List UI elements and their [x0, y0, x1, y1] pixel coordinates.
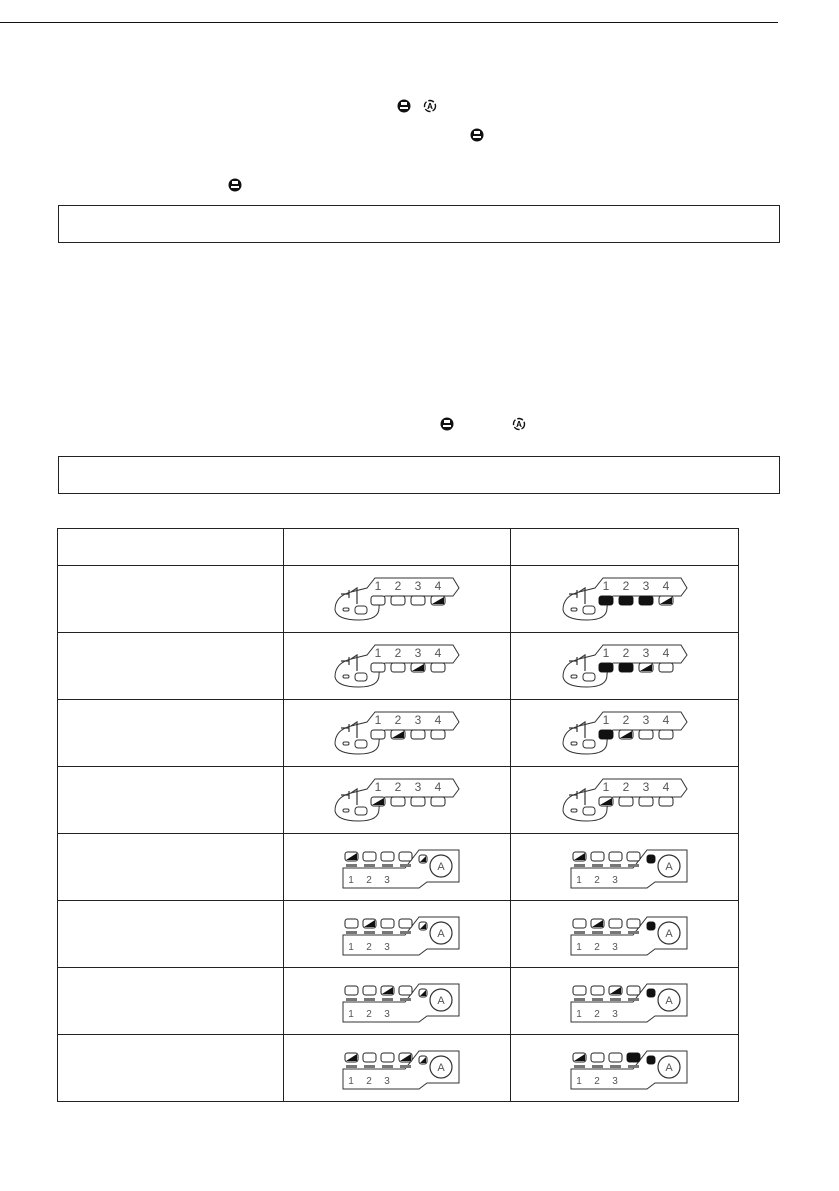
function-icon	[400, 864, 411, 867]
light-button-icon	[343, 809, 349, 812]
auto-mode-letter: A	[664, 861, 673, 873]
lamp-diagram-cell	[511, 700, 739, 767]
led-off	[381, 919, 394, 928]
function-icon	[382, 1065, 393, 1068]
function-icon	[382, 864, 393, 867]
drill-icon	[569, 588, 585, 604]
note-box	[58, 205, 780, 243]
table-row	[58, 700, 739, 767]
led-half	[419, 922, 427, 930]
mode-number-label: 3	[414, 646, 422, 660]
led-off	[363, 986, 376, 995]
lamp-diagram-cell	[284, 566, 511, 633]
led-off	[371, 730, 385, 739]
led-off	[391, 663, 405, 672]
table-header-row	[58, 529, 739, 566]
mode-number-label: 4	[662, 646, 669, 660]
function-icon	[574, 998, 585, 1001]
assist-mode-panel	[555, 909, 695, 959]
function-icon	[592, 998, 603, 1001]
led-half	[431, 596, 445, 605]
mode-number-label: 3	[611, 942, 618, 953]
led-half	[345, 852, 358, 861]
note-box	[58, 456, 780, 494]
function-icon	[364, 864, 375, 867]
led-half	[371, 797, 385, 806]
lamp-diagram-cell	[511, 834, 739, 901]
led-off	[411, 596, 425, 605]
function-icon	[346, 998, 357, 1001]
lamp-diagram-cell	[284, 834, 511, 901]
mode-number-label: 3	[642, 780, 649, 794]
mode-number-label: 4	[662, 713, 669, 727]
led-half	[573, 852, 586, 861]
mode-number-label: 1	[575, 875, 582, 886]
lamp-diagram-cell	[511, 767, 739, 834]
led-off	[391, 797, 405, 806]
led-off	[659, 730, 673, 739]
led-half	[391, 730, 405, 739]
led-on	[647, 989, 655, 997]
light-button-icon	[571, 809, 577, 812]
led-off	[371, 596, 385, 605]
impact-lamp-panel	[327, 708, 467, 758]
light-button-icon	[343, 608, 349, 611]
mode-number-label: 3	[384, 1076, 390, 1087]
mode-number-label: 4	[434, 646, 442, 660]
led-on	[647, 922, 655, 930]
impact-mode-icon	[228, 178, 242, 192]
function-icon	[400, 998, 411, 1001]
light-icon	[355, 606, 367, 614]
assist-mode-panel	[327, 1043, 467, 1093]
impact-mode-icon	[440, 417, 454, 431]
mode-number-label: 4	[662, 780, 669, 794]
lamp-diagram-cell	[284, 633, 511, 700]
led-off	[609, 919, 622, 928]
function-icon	[592, 1065, 603, 1068]
mode-number-label: 3	[611, 875, 618, 886]
row-label-cell	[58, 767, 284, 834]
mode-number-label: 3	[414, 713, 422, 727]
row-label-cell	[58, 834, 284, 901]
lamp-diagram-cell	[284, 968, 511, 1035]
row-label-cell	[58, 566, 284, 633]
mode-number-label: 1	[348, 942, 354, 953]
mode-number-label: 1	[602, 646, 609, 660]
mode-number-label: 3	[384, 942, 390, 953]
light-button-icon	[571, 675, 577, 678]
led-off	[591, 1053, 604, 1062]
mode-number-label: 2	[593, 942, 600, 953]
impact-lamp-panel	[327, 574, 467, 624]
led-off	[627, 919, 640, 928]
function-icon	[628, 998, 639, 1001]
mode-number-label: 2	[622, 780, 629, 794]
led-off	[411, 797, 425, 806]
light-button-icon	[571, 742, 577, 745]
mode-number-label: 1	[575, 942, 582, 953]
impact-mode-icon	[397, 99, 411, 113]
mode-number-label: 1	[602, 579, 609, 593]
mode-number-label: 3	[414, 579, 422, 593]
led-off	[609, 852, 622, 861]
lamp-diagram-cell	[511, 968, 739, 1035]
assist-mode-panel	[555, 1043, 695, 1093]
function-icon	[628, 931, 639, 934]
led-half	[363, 919, 376, 928]
mode-number-label: 3	[384, 1009, 390, 1020]
function-icon	[346, 931, 357, 934]
led-half	[399, 1053, 412, 1062]
led-half	[345, 1053, 358, 1062]
auto-mode-letter: A	[664, 995, 673, 1007]
led-off	[381, 852, 394, 861]
mode-number-label: 2	[622, 579, 629, 593]
led-off	[627, 852, 640, 861]
top-rule	[0, 22, 778, 23]
mode-number-label: 1	[374, 646, 382, 660]
led-half	[411, 663, 425, 672]
led-off	[609, 1053, 622, 1062]
light-button-icon	[571, 608, 577, 611]
function-icon	[364, 1065, 375, 1068]
assist-mode-panel	[327, 976, 467, 1026]
assist-mode-panel	[555, 976, 695, 1026]
row-label-cell	[58, 633, 284, 700]
svg-text:A: A	[427, 102, 433, 111]
led-off	[399, 852, 412, 861]
mode-number-label: 3	[642, 579, 649, 593]
table-header-cell	[511, 529, 739, 566]
drill-icon	[341, 789, 357, 805]
led-half	[381, 986, 394, 995]
mode-number-label: 3	[611, 1076, 618, 1087]
mode-number-label: 1	[348, 1076, 354, 1087]
led-half	[419, 989, 427, 997]
auto-mode-icon	[512, 417, 526, 431]
led-off	[381, 1053, 394, 1062]
function-icon	[610, 998, 621, 1001]
table-header-cell	[58, 529, 284, 566]
led-half	[619, 730, 633, 739]
drill-icon	[569, 722, 585, 738]
function-icon	[364, 998, 375, 1001]
table-header-cell	[284, 529, 511, 566]
led-off	[371, 663, 385, 672]
led-half	[591, 919, 604, 928]
impact-mode-icon	[470, 128, 484, 142]
light-icon	[355, 673, 367, 681]
led-half	[573, 1053, 586, 1062]
function-icon	[610, 1065, 621, 1068]
function-icon	[382, 931, 393, 934]
assist-mode-panel	[555, 842, 695, 892]
led-half	[599, 797, 613, 806]
led-half	[639, 663, 653, 672]
function-icon	[346, 864, 357, 867]
mode-number-label: 2	[366, 1009, 372, 1020]
table-row	[58, 834, 739, 901]
row-label-cell	[58, 901, 284, 968]
light-icon	[355, 807, 367, 815]
drill-icon	[569, 789, 585, 805]
mode-number-label: 1	[374, 579, 382, 593]
mode-number-label: 3	[611, 1009, 618, 1020]
table-row	[58, 968, 739, 1035]
auto-mode-letter: A	[437, 861, 445, 873]
function-icon	[592, 864, 603, 867]
function-icon	[382, 998, 393, 1001]
impact-lamp-panel	[555, 574, 695, 624]
lamp-status-table	[57, 528, 739, 1102]
led-off	[627, 986, 640, 995]
mode-number-label: 2	[394, 780, 402, 794]
function-icon	[610, 931, 621, 934]
mode-number-label: 1	[348, 875, 354, 886]
led-off	[639, 797, 653, 806]
lamp-diagram-cell	[284, 1035, 511, 1102]
led-off	[591, 986, 604, 995]
mode-number-label: 1	[575, 1076, 582, 1087]
auto-mode-letter: A	[437, 995, 445, 1007]
led-half	[419, 855, 427, 863]
led-on	[647, 855, 655, 863]
led-off	[639, 730, 653, 739]
mode-number-label: 1	[374, 713, 382, 727]
mode-number-label: 4	[434, 579, 442, 593]
function-icon	[346, 1065, 357, 1068]
mode-number-label: 2	[593, 1076, 600, 1087]
led-on	[619, 596, 633, 605]
mode-number-label: 2	[622, 646, 629, 660]
row-label-cell	[58, 700, 284, 767]
led-off	[431, 730, 445, 739]
led-off	[363, 1053, 376, 1062]
led-on	[647, 1056, 655, 1064]
impact-lamp-panel	[555, 775, 695, 825]
mode-number-label: 2	[394, 646, 402, 660]
led-half	[659, 596, 673, 605]
mode-number-label: 3	[384, 875, 390, 886]
led-on	[639, 596, 653, 605]
function-icon	[364, 931, 375, 934]
led-off	[431, 663, 445, 672]
led-off	[659, 797, 673, 806]
mode-number-label: 1	[374, 780, 382, 794]
function-icon	[610, 864, 621, 867]
table-row	[58, 767, 739, 834]
mode-number-label: 2	[366, 1076, 372, 1087]
led-off	[345, 919, 358, 928]
lamp-diagram-cell	[511, 566, 739, 633]
light-icon	[583, 606, 595, 614]
function-icon	[400, 931, 411, 934]
led-on	[627, 1053, 640, 1062]
led-off	[399, 919, 412, 928]
svg-text:A: A	[516, 420, 522, 429]
led-half	[609, 986, 622, 995]
auto-mode-letter: A	[437, 928, 445, 940]
light-button-icon	[343, 742, 349, 745]
table-row	[58, 1035, 739, 1102]
mode-number-label: 2	[593, 875, 600, 886]
function-icon	[592, 931, 603, 934]
table-row	[58, 901, 739, 968]
led-off	[591, 852, 604, 861]
auto-mode-letter: A	[437, 1062, 445, 1074]
mode-number-label: 3	[642, 646, 649, 660]
mode-number-label: 2	[394, 579, 402, 593]
led-off	[659, 663, 673, 672]
led-on	[619, 663, 633, 672]
mode-number-label: 1	[602, 713, 609, 727]
auto-mode-icon	[423, 99, 437, 113]
mode-number-label: 1	[575, 1009, 582, 1020]
impact-lamp-panel	[555, 708, 695, 758]
light-button-icon	[343, 675, 349, 678]
led-off	[431, 797, 445, 806]
led-off	[391, 596, 405, 605]
mode-number-label: 1	[602, 780, 609, 794]
led-off	[573, 919, 586, 928]
light-icon	[583, 740, 595, 748]
led-half	[419, 1056, 427, 1064]
drill-icon	[341, 588, 357, 604]
light-icon	[583, 673, 595, 681]
lamp-diagram-cell	[284, 901, 511, 968]
led-on	[599, 730, 613, 739]
assist-mode-panel	[327, 909, 467, 959]
led-off	[411, 730, 425, 739]
function-icon	[574, 864, 585, 867]
mode-number-label: 4	[434, 713, 442, 727]
led-off	[619, 797, 633, 806]
drill-icon	[569, 655, 585, 671]
table-row	[58, 566, 739, 633]
impact-lamp-panel	[327, 775, 467, 825]
drill-icon	[341, 655, 357, 671]
function-icon	[400, 1065, 411, 1068]
mode-number-label: 2	[394, 713, 402, 727]
table-row	[58, 633, 739, 700]
lamp-diagram-cell	[511, 1035, 739, 1102]
mode-number-label: 4	[662, 579, 669, 593]
lamp-diagram-cell	[511, 633, 739, 700]
lamp-diagram-cell	[284, 767, 511, 834]
impact-lamp-panel	[327, 641, 467, 691]
mode-number-label: 2	[366, 875, 372, 886]
drill-icon	[341, 722, 357, 738]
row-label-cell	[58, 1035, 284, 1102]
led-on	[599, 663, 613, 672]
impact-lamp-panel	[555, 641, 695, 691]
lamp-diagram-cell	[284, 700, 511, 767]
mode-number-label: 1	[348, 1009, 354, 1020]
row-label-cell	[58, 968, 284, 1035]
function-icon	[574, 1065, 585, 1068]
function-icon	[574, 931, 585, 934]
auto-mode-letter: A	[664, 928, 673, 940]
lamp-diagram-cell	[511, 901, 739, 968]
mode-number-label: 4	[434, 780, 442, 794]
mode-number-label: 2	[593, 1009, 600, 1020]
auto-mode-letter: A	[664, 1062, 673, 1074]
light-icon	[583, 807, 595, 815]
led-off	[345, 986, 358, 995]
mode-number-label: 2	[366, 942, 372, 953]
function-icon	[628, 864, 639, 867]
function-icon	[628, 1065, 639, 1068]
light-icon	[355, 740, 367, 748]
mode-number-label: 3	[414, 780, 422, 794]
led-off	[399, 986, 412, 995]
mode-number-label: 3	[642, 713, 649, 727]
led-on	[599, 596, 613, 605]
led-off	[573, 986, 586, 995]
mode-number-label: 2	[622, 713, 629, 727]
assist-mode-panel	[327, 842, 467, 892]
led-off	[363, 852, 376, 861]
